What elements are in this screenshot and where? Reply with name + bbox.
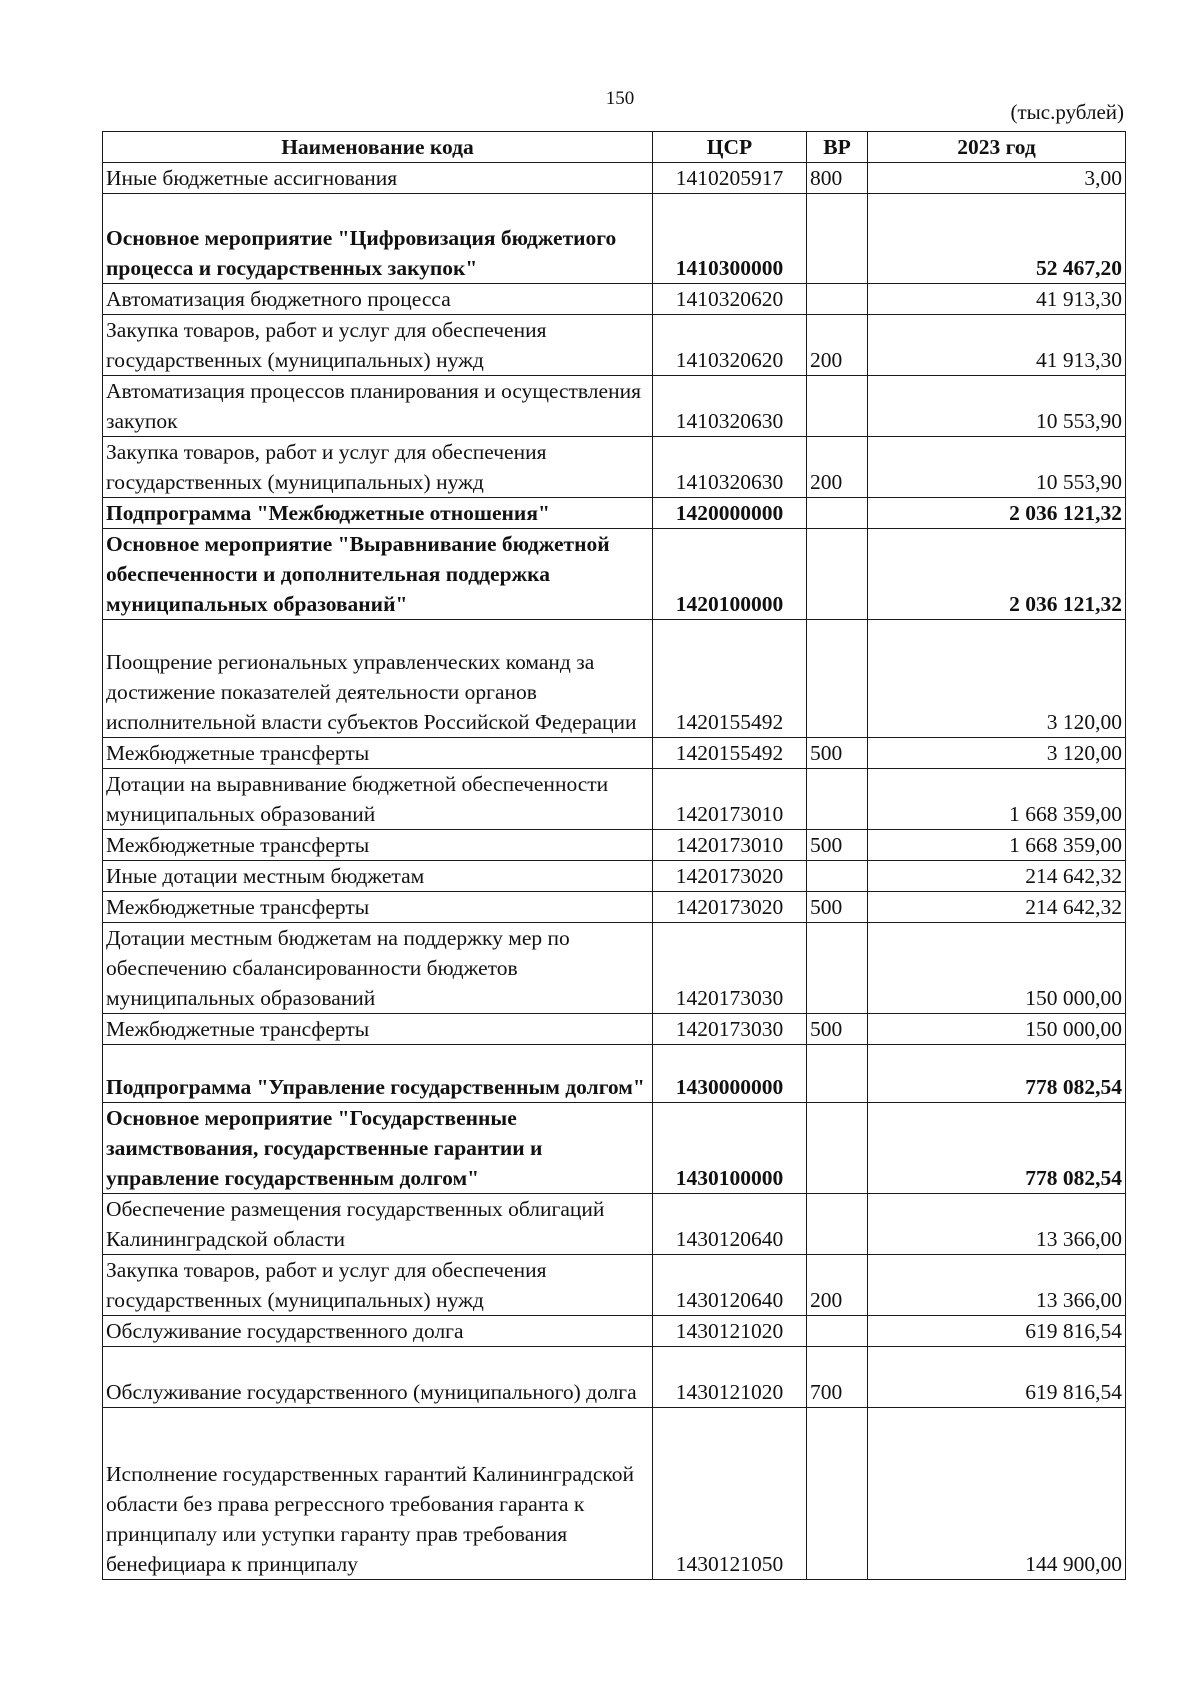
row-amount-cell: 3,00: [868, 163, 1126, 194]
row-amount-cell: 13 366,00: [868, 1194, 1126, 1255]
row-amount-cell: 41 913,30: [868, 315, 1126, 376]
row-vr-cell: 200: [807, 315, 868, 376]
row-vr-cell: 800: [807, 163, 868, 194]
row-csr-cell: 1410320620: [653, 315, 807, 376]
table-row: [103, 923, 1126, 1014]
table-row: [103, 1316, 1126, 1347]
row-vr-cell: [807, 769, 868, 830]
row-csr-cell: 1420155492: [653, 738, 807, 769]
row-csr-cell: 1420173020: [653, 892, 807, 923]
row-name-cell: Обслуживание государственного долга: [103, 1316, 653, 1347]
row-amount-cell: 41 913,30: [868, 284, 1126, 315]
row-amount-cell: 52 467,20: [868, 194, 1126, 284]
row-name-cell: Закупка товаров, работ и услуг для обеспечения государственных (муниципальных) нужд: [103, 315, 653, 376]
table-row: [103, 769, 1126, 830]
row-csr-cell: 1430121050: [653, 1408, 807, 1580]
row-csr-cell: 1420173020: [653, 861, 807, 892]
row-csr-cell: 1420173010: [653, 769, 807, 830]
table-row: [103, 376, 1126, 437]
row-name-cell: Закупка товаров, работ и услуг для обеспечения государственных (муниципальных) нужд: [103, 437, 653, 498]
row-vr-cell: [807, 498, 868, 529]
table-row: [103, 830, 1126, 861]
row-csr-cell: 1430121020: [653, 1316, 807, 1347]
row-vr-cell: 200: [807, 1255, 868, 1316]
table-row: [103, 1014, 1126, 1045]
table-row: [103, 1194, 1126, 1255]
table-row: [103, 1045, 1126, 1103]
row-amount-cell: 144 900,00: [868, 1408, 1126, 1580]
row-vr-cell: [807, 194, 868, 284]
row-amount-cell: 619 816,54: [868, 1316, 1126, 1347]
table-row: [103, 1408, 1126, 1580]
table-row: [103, 498, 1126, 529]
header-csr: ЦСР: [653, 132, 807, 163]
row-csr-cell: 1430120640: [653, 1255, 807, 1316]
table-row: [103, 861, 1126, 892]
row-amount-cell: 214 642,32: [868, 892, 1126, 923]
row-vr-cell: 500: [807, 1014, 868, 1045]
row-amount-cell: 778 082,54: [868, 1045, 1126, 1103]
row-amount-cell: 214 642,32: [868, 861, 1126, 892]
table-row: [103, 194, 1126, 284]
row-csr-cell: 1430120640: [653, 1194, 807, 1255]
table-row: [103, 738, 1126, 769]
row-amount-cell: 619 816,54: [868, 1347, 1126, 1408]
row-name-cell: Автоматизация процессов планирования и осуществления закупок: [103, 376, 653, 437]
row-vr-cell: 700: [807, 1347, 868, 1408]
row-vr-cell: [807, 861, 868, 892]
row-vr-cell: 500: [807, 830, 868, 861]
table-row: [103, 437, 1126, 498]
row-amount-cell: 150 000,00: [868, 923, 1126, 1014]
row-csr-cell: 1410205917: [653, 163, 807, 194]
row-name-cell: Подпрограмма "Управление государственным долгом": [103, 1045, 653, 1103]
page-number: 150: [605, 88, 635, 109]
row-vr-cell: [807, 1045, 868, 1103]
header-year: 2023 год: [868, 132, 1126, 163]
header-vr: ВР: [807, 132, 868, 163]
table-row: [103, 1255, 1126, 1316]
row-vr-cell: [807, 923, 868, 1014]
budget-table: [102, 131, 1126, 1580]
row-csr-cell: 1410320630: [653, 376, 807, 437]
row-name-cell: Обслуживание государственного (муниципального) долга: [103, 1347, 653, 1408]
table-row: [103, 315, 1126, 376]
row-amount-cell: 2 036 121,32: [868, 498, 1126, 529]
table-row: [103, 620, 1126, 738]
row-name-cell: Межбюджетные трансферты: [103, 892, 653, 923]
row-name-cell: Обеспечение размещения государственных облигаций Калининградской области: [103, 1194, 653, 1255]
row-name-cell: Иные бюджетные ассигнования: [103, 163, 653, 194]
row-vr-cell: 500: [807, 892, 868, 923]
table-body: [103, 163, 1126, 1580]
row-name-cell: Исполнение государственных гарантий Калининградской области без права регрессного требования гаранта к принципалу или уступки гаранту прав требования бенефициара к принципалу: [103, 1408, 653, 1580]
row-amount-cell: 10 553,90: [868, 376, 1126, 437]
row-amount-cell: 778 082,54: [868, 1103, 1126, 1194]
row-csr-cell: 1420173030: [653, 923, 807, 1014]
row-csr-cell: 1420100000: [653, 529, 807, 620]
row-vr-cell: 200: [807, 437, 868, 498]
row-name-cell: Дотации местным бюджетам на поддержку мер по обеспечению сбалансированности бюджетов муниципальных образований: [103, 923, 653, 1014]
row-name-cell: Иные дотации местным бюджетам: [103, 861, 653, 892]
row-name-cell: Поощрение региональных управленческих команд за достижение показателей деятельности органов исполнительной власти субъектов Российской Федерации: [103, 620, 653, 738]
table-header-row: [103, 132, 1126, 163]
row-name-cell: Основное мероприятие "Выравнивание бюджетной обеспеченности и дополнительная поддержка муниципальных образований": [103, 529, 653, 620]
table-row: [103, 163, 1126, 194]
row-amount-cell: 150 000,00: [868, 1014, 1126, 1045]
row-amount-cell: 3 120,00: [868, 620, 1126, 738]
row-csr-cell: 1430000000: [653, 1045, 807, 1103]
row-csr-cell: 1410320620: [653, 284, 807, 315]
row-vr-cell: [807, 284, 868, 315]
header-name: Наименование кода: [103, 132, 653, 163]
row-vr-cell: [807, 1316, 868, 1347]
row-name-cell: Межбюджетные трансферты: [103, 738, 653, 769]
row-vr-cell: [807, 529, 868, 620]
row-vr-cell: [807, 1103, 868, 1194]
row-csr-cell: 1410300000: [653, 194, 807, 284]
row-name-cell: Основное мероприятие "Государственные заимствования, государственные гарантии и управление государственным долгом": [103, 1103, 653, 1194]
row-vr-cell: [807, 620, 868, 738]
row-name-cell: Автоматизация бюджетного процесса: [103, 284, 653, 315]
table-row: [103, 892, 1126, 923]
row-amount-cell: 10 553,90: [868, 437, 1126, 498]
row-name-cell: Межбюджетные трансферты: [103, 1014, 653, 1045]
row-name-cell: Межбюджетные трансферты: [103, 830, 653, 861]
row-amount-cell: 13 366,00: [868, 1255, 1126, 1316]
row-csr-cell: 1410320630: [653, 437, 807, 498]
row-name-cell: Подпрограмма "Межбюджетные отношения": [103, 498, 653, 529]
row-vr-cell: 500: [807, 738, 868, 769]
table-row: [103, 1347, 1126, 1408]
units-label: (тыс.рублей): [1010, 100, 1124, 124]
row-name-cell: Основное мероприятие "Цифровизация бюджетиого процесса и государственных закупок": [103, 194, 653, 284]
row-vr-cell: [807, 1408, 868, 1580]
row-amount-cell: 1 668 359,00: [868, 830, 1126, 861]
row-vr-cell: [807, 376, 868, 437]
row-name-cell: Закупка товаров, работ и услуг для обеспечения государственных (муниципальных) нужд: [103, 1255, 653, 1316]
row-csr-cell: 1420173030: [653, 1014, 807, 1045]
row-amount-cell: 3 120,00: [868, 738, 1126, 769]
row-csr-cell: 1430121020: [653, 1347, 807, 1408]
row-csr-cell: 1430100000: [653, 1103, 807, 1194]
row-csr-cell: 1420155492: [653, 620, 807, 738]
row-vr-cell: [807, 1194, 868, 1255]
row-csr-cell: 1420173010: [653, 830, 807, 861]
row-amount-cell: 1 668 359,00: [868, 769, 1126, 830]
row-amount-cell: 2 036 121,32: [868, 529, 1126, 620]
table-row: [103, 284, 1126, 315]
table-row: [103, 529, 1126, 620]
table-row: [103, 1103, 1126, 1194]
row-csr-cell: 1420000000: [653, 498, 807, 529]
row-name-cell: Дотации на выравнивание бюджетной обеспеченности муниципальных образований: [103, 769, 653, 830]
